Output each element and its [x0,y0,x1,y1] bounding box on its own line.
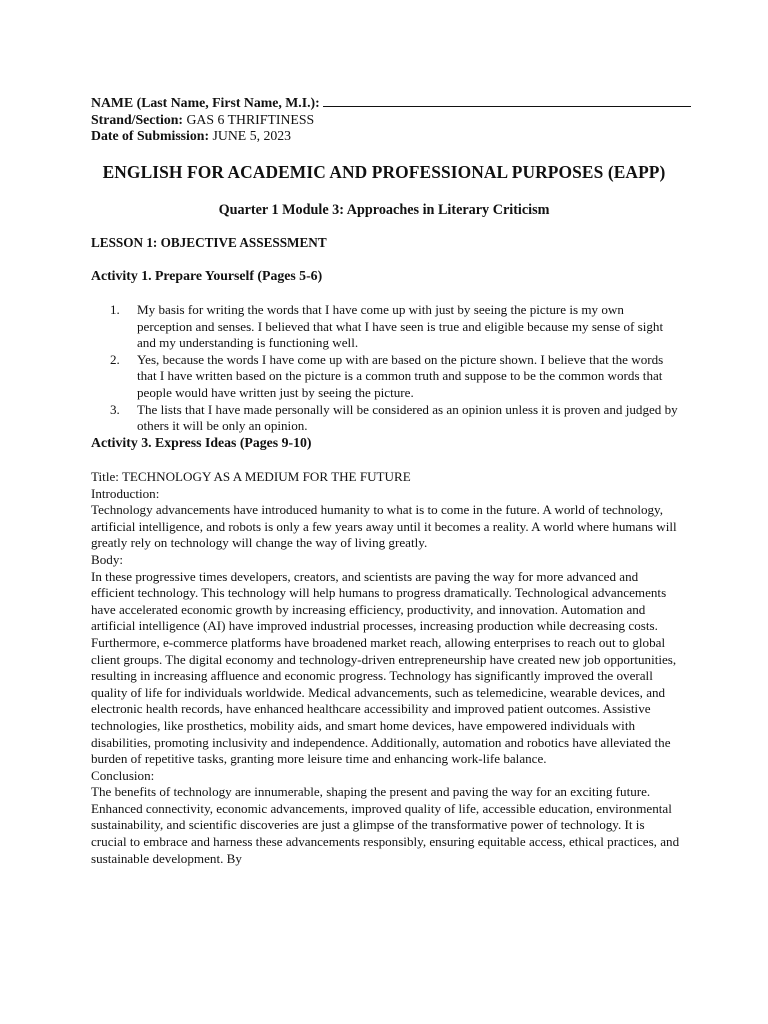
introduction-text: Technology advancements have introduced humanity to what is to come in the future. A world of technology, artificial intelligence, and robots is only a few years away until it becomes a reality. A world where humans will greatly rely on technology will change the way of living greatly. [91,502,677,551]
activity-1-heading: Activity 1. Prepare Yourself (Pages 5-6) [91,268,323,283]
strand-label: Strand/Section: [91,111,183,127]
student-info [91,95,681,145]
body-text: In these progressive times developers, creators, and scientists are paving the way for more advanced and efficient technology. This technology will help humans to progress dramatically. Technological advancements have accelerated economic growth by increasing efficiency, productivity, and innovation. Automation and artificial intelligence (AI) have improved industrial processes, increasing production while decreasing costs. Furthermore, e-commerce platforms have broadened market reach, allowing enterprises to reach out to global client groups. The digital economy and technology-driven entrepreneurship have created new job opportunities, resulting in increasing affluence and economic progress. Technology has significantly improved the overall quality of life for individuals worldwide. Medical advancements, such as telemedicine, wearable devices, and electronic health records, have enhanced healthcare accessibility and improved patient outcomes. Assistive technologies, like prosthetics, mobility aids, and smart home devices, have empowered individuals with disabilities, promoting inclusivity and independence. Additionally, automation and robotics have alleviated the burden of repetitive tasks, granting more leisure time and enhancing work-life balance. [91,568,677,767]
body-heading: Body: [91,551,124,567]
introduction-heading: Introduction: [91,485,160,501]
module-subtitle: Quarter 1 Module 3: Approaches in Literary Criticism [218,202,550,218]
name-label: NAME (Last Name, First Name, M.I.): [91,95,320,110]
list-item-text: The lists that I have made personally will be considered as an opinion unless it is proven and judged by others it will be only an opinion. [137,401,678,434]
date-value: JUNE 5, 2023 [212,128,292,143]
essay [91,469,681,867]
list-item [110,402,680,435]
name-row [91,95,681,112]
name-blank-line [323,95,691,107]
answer-list [110,302,680,435]
conclusion-text: The benefits of technology are innumerable, shaping the present and paving the way for an exciting future. Enhanced connectivity, economic advancements, improved quality of life, accessible education, environmental sustainability, and scientific discoveries are just a glimpse of the transformative power of technology. It is crucial to embrace and harness these advancements responsibly, ensuring equitable access, ethical practices, and sustainable development. By [91,784,680,866]
activity-3-heading: Activity 3. Express Ideas (Pages 9-10) [91,435,312,450]
list-item [110,352,680,402]
conclusion-heading: Conclusion: [91,767,155,783]
list-item-number: 2. [110,351,120,367]
date-row [91,128,681,145]
document-title: ENGLISH FOR ACADEMIC AND PROFESSIONAL PURPOSES (EAPP) [102,162,666,182]
list-item-text: Yes, because the words I have come up with are based on the picture shown. I believe that the words that I have written based on the picture is a common truth and suppose to be the common words that people would have written just by seeing the picture. [137,351,664,400]
list-item-text: My basis for writing the words that I have come up with just by seeing the picture is my own perception and senses. I believed that what I have seen is true and eligible because my sense of sight and my understanding is functioning well. [137,302,664,351]
strand-row [91,112,681,129]
list-item-number: 1. [110,302,120,317]
date-label: Date of Submission: [91,128,210,143]
lesson-heading: LESSON 1: OBJECTIVE ASSESSMENT [91,235,327,250]
essay-title: Title: TECHNOLOGY AS A MEDIUM FOR THE FUTURE [91,469,411,484]
strand-value: GAS 6 THRIFTINESS [186,111,315,127]
list-item [110,302,680,352]
list-item-number: 3. [110,401,120,417]
